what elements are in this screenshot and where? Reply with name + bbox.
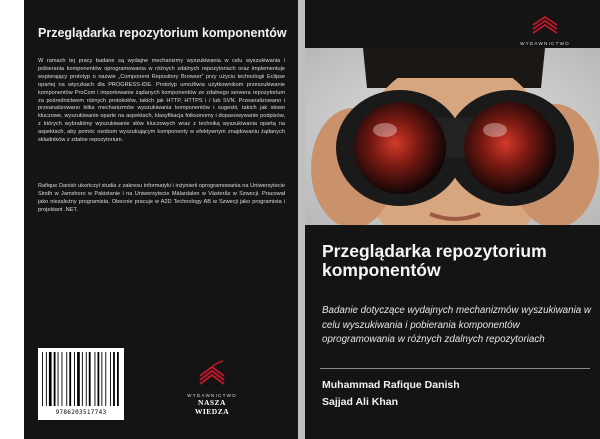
back-cover-description: W ramach tej pracy badane są wydajne mechanizmy wyszukiwania w celu wyszukiwania i pobierania komponentów oprogramowania w różnych zdalnych repozytoriach oraz implementuje wspierający prototyp o nazwie „Component Repository Browser” przy użyciu technologii Eclipse opartej na wtyczkach dla PROGRESS-IDE. Prototyp umożliwia użytkownikom przeszukiwanie komponentów ProCom i importowanie żądanych komponentów ze zdalnego serwera repozytorium za pośrednictwem różnych protokołów, takich jak HTTP, HTTPS i / lub SVN. Przeanalizowano i przeanalizowano kilka mechanizmów wyszukiwania komponentów i sugestii, takich jak słowo kluczowe, wyszukiwanie oparte na aspektach, klasyfikacja folksonomy i dopasowywanie podpisów, z których wybraliśmy wyszukiwanie słów kluczowych wraz z techniką wyszukiwania opartą na aspektach, aby pomóc osobom wyszukującym komponenty w efektywnym znajdowaniu żądanych składników z zdalne repozytorium. [38, 58, 285, 144]
barcode-bar [74, 352, 75, 406]
barcode-bar [117, 352, 119, 406]
author-bio: Rafique Danish ukończył studia z zakresu informatyki i inżynierii oprogramowania na Uniwersytecie Sindh w Jamshoro w Pakistanie i na Uniwersytecie Mälardalen w Västerås w Szwecji. Pracował jako niezależny programista. Obecnie pracuje w A2D Technology AB w Szwecji jako programista i projektant .NET. [38, 183, 285, 213]
barcode-bar [49, 352, 52, 406]
barcode-bar [95, 352, 96, 406]
divider [320, 368, 590, 369]
barcode-bar [46, 352, 47, 406]
book-stack-icon [513, 14, 577, 36]
barcode-bar [82, 352, 83, 406]
back-cover [24, 0, 298, 439]
publisher-label: WYDAWNICTWO [520, 41, 570, 46]
man-with-binoculars-image [305, 48, 600, 225]
barcode-bars [38, 350, 124, 410]
publisher-name: NASZA WIEDZA [194, 398, 230, 416]
barcode-bar [113, 352, 115, 406]
barcode-bar [98, 352, 100, 406]
barcode-bar [54, 352, 56, 406]
book-spine [298, 0, 305, 439]
barcode-bar [89, 352, 91, 406]
author-1: Muhammad Rafique Danish [322, 379, 460, 391]
book-subtitle: Badanie dotyczące wydajnych mechanizmów wyszukiwania w celu wyszukiwania i pobierania komponentów oprogramowania w różnych zdalnych repozytoriach [322, 305, 591, 346]
publisher-label: WYDAWNICTWO [187, 393, 237, 398]
barcode-bar [101, 352, 102, 406]
barcode-bar [105, 352, 106, 406]
back-cover-title: Przeglądarka repozytorium komponentów [38, 26, 287, 40]
barcode-bar [86, 352, 87, 406]
front-cover [305, 0, 600, 439]
barcode-bar [66, 352, 67, 406]
barcode-number: 9786203517743 [55, 409, 107, 416]
cover-photo-binoculars [305, 48, 600, 225]
barcode-bar [110, 352, 111, 406]
book-title: Przeglądarka repozytorium komponentów [322, 241, 547, 280]
barcode-bar [69, 352, 71, 406]
publisher-logo-back [182, 360, 242, 416]
barcode-bar [42, 352, 43, 406]
barcode-bar [58, 352, 59, 406]
barcode-bar [62, 352, 63, 406]
barcode-bar [77, 352, 80, 406]
author-2: Sajjad Ali Khan [322, 396, 399, 408]
book-stack-icon [182, 360, 242, 388]
barcode [38, 348, 124, 420]
